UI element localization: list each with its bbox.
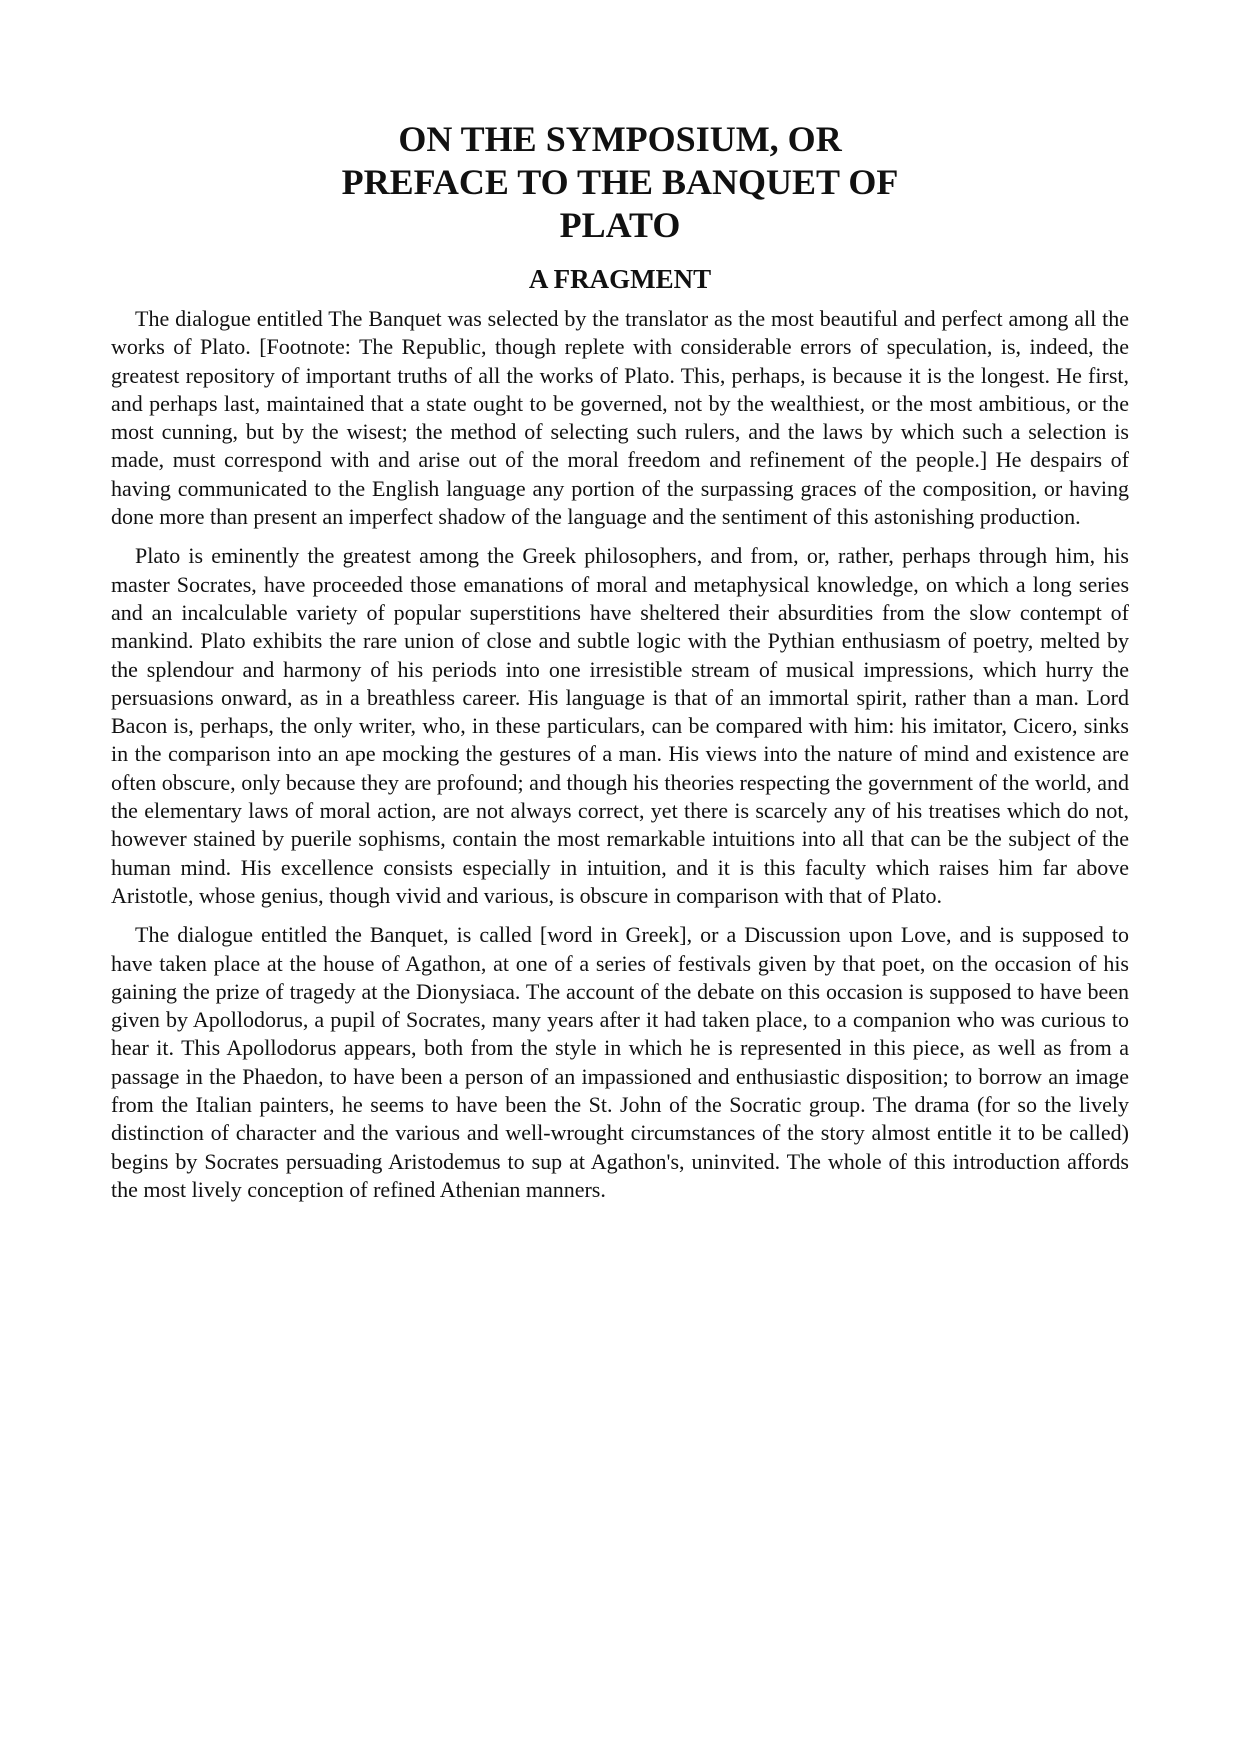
document-page [111,118,1129,1215]
page-title [310,118,930,247]
body-paragraph: Plato is eminently the greatest among the Greek philosophers, and from, or, rather, perhaps through him, his master Socrates, have proceeded those emanations of moral and metaphysical knowledge, on which a long series and an incalculable variety of popular superstitions have sheltered their absurdities from the slow contempt of mankind. Plato exhibits the rare union of close and subtle logic with the Pythian enthusiasm of poetry, melted by the splendour and harmony of his periods into one irresistible stream of musical impressions, which hurry the persuasions onward, as in a breathless career. His language is that of an immortal spirit, rather than a man. Lord Bacon is, perhaps, the only writer, who, in these particulars, can be compared with him: his imitator, Cicero, sinks in the comparison into an ape mocking the gestures of a man. His views into the nature of mind and existence are often obscure, only because they are profound; and though his theories respecting the government of the world, and the elementary laws of moral action, are not always correct, yet there is scarcely any of his treatises which do not, however stained by puerile sophisms, contain the most remarkable intuitions into all that can be the subject of the human mind. His excellence consists especially in intuition, and it is this faculty which raises him far above Aristotle, whose genius, though vivid and various, is obscure in comparison with that of Plato. [111,543,1129,908]
title-line: PREFACE TO THE BANQUET OF [341,162,899,202]
page-subtitle: A FRAGMENT [528,264,712,294]
body-paragraph: The dialogue entitled The Banquet was selected by the translator as the most beautiful and perfect among all the works of Plato. [Footnote: The Republic, though replete with considerable errors of speculation, is, indeed, the greatest repository of important truths of all the works of Plato. This, perhaps, is because it is the longest. He first, and perhaps last, maintained that a state ought to be governed, not by the wealthiest, or the most ambitious, or the most cunning, but by the wisest; the method of selecting such rulers, and the laws by which such a selection is made, must correspond with and arise out of the moral freedom and refinement of the people.] He despairs of having communicated to the English language any portion of the surpassing graces of the composition, or having done more than present an imperfect shadow of the language and the sentiment of this astonishing production. [111,306,1129,530]
title-line: ON THE SYMPOSIUM, OR [398,119,842,159]
body-paragraph: The dialogue entitled the Banquet, is called [word in Greek], or a Discussion upon Love, and is supposed to have taken place at the house of Agathon, at one of a series of festivals given by that poet, on the occasion of his gaining the prize of tragedy at the Dionysiaca. The account of the debate on this occasion is supposed to have been given by Apollodorus, a pupil of Socrates, many years after it had taken place, to a companion who was curious to hear it. This Apollodorus appears, both from the style in which he is represented in this piece, as well as from a passage in the Phaedon, to have been a person of an impassioned and enthusiastic disposition; to borrow an image from the Italian painters, he seems to have been the St. John of the Socratic group. The drama (for so the lively distinction of character and the various and well-wrought circumstances of the story almost entitle it to be called) begins by Socrates persuading Aristodemus to sup at Agathon's, uninvited. The whole of this introduction affords the most lively conception of refined Athenian manners. [111,922,1129,1202]
title-line: PLATO [559,205,681,245]
